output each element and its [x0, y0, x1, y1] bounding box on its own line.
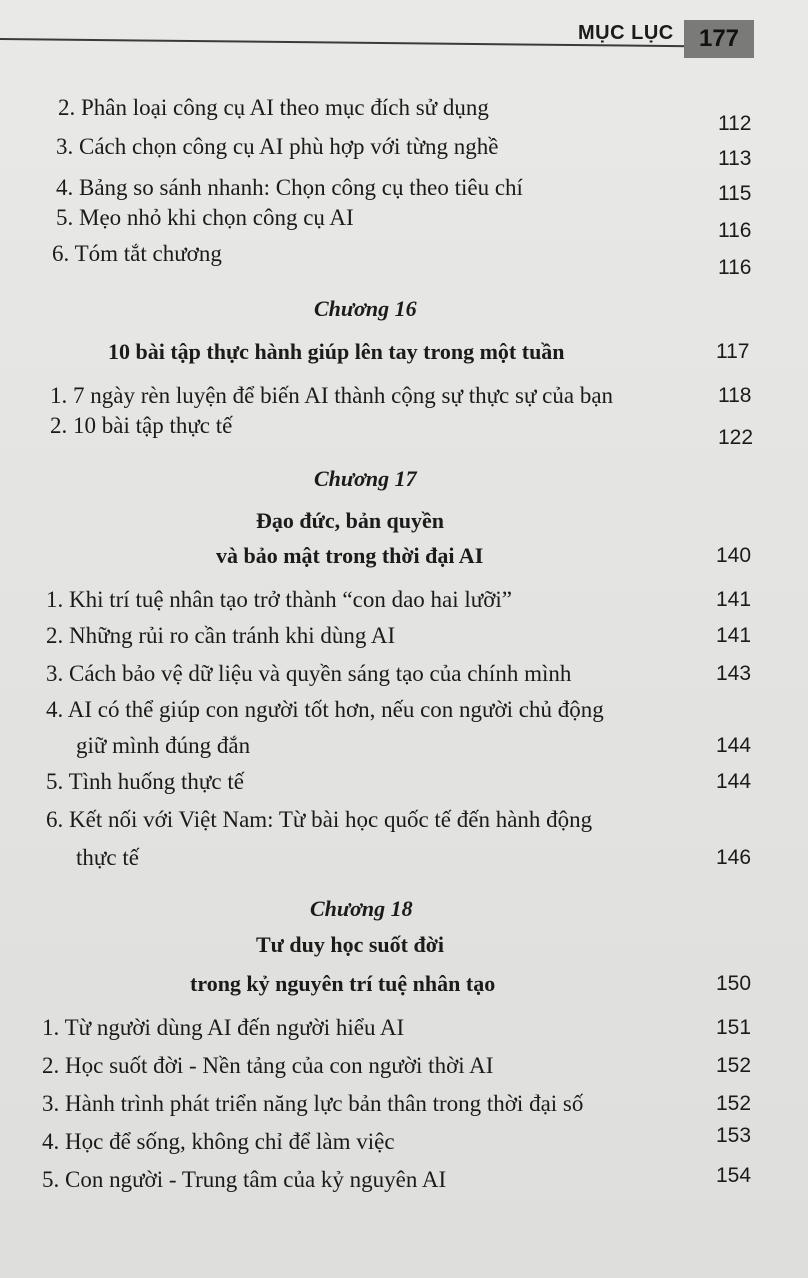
chapter-title: trong kỷ nguyên trí tuệ nhân tạo — [190, 971, 496, 996]
toc-entry-text: 5. Mẹo nhỏ khi chọn công cụ AI — [56, 205, 354, 230]
toc-entry-text: 4. Bảng so sánh nhanh: Chọn công cụ theo tiêu chí — [56, 175, 523, 200]
toc-entry-text: 2. Học suốt đời - Nền tảng của con người thời AI — [42, 1053, 494, 1078]
toc-entry-text: 1. 7 ngày rèn luyện để biến AI thành cộng sự thực sự của bạn — [50, 383, 614, 408]
toc-entry-text: 2. 10 bài tập thực tế — [50, 413, 233, 438]
toc-entry-text: 1. Khi trí tuệ nhân tạo trở thành “con dao hai lưỡi” — [46, 587, 512, 612]
page-number: 177 — [698, 25, 740, 52]
toc-entry-text: 4. Học để sống, không chỉ để làm việc — [42, 1129, 395, 1154]
chapter-label: Chương 17 — [314, 466, 417, 491]
toc-entry-text: 3. Cách bảo vệ dữ liệu và quyền sáng tạo của chính mình — [46, 661, 572, 686]
toc-entry-page: 152 — [716, 1092, 752, 1115]
toc-entry-page: 116 — [718, 219, 752, 242]
toc-entry-text: giữ mình đúng đắn — [76, 733, 251, 758]
chapter-label: Chương 18 — [310, 896, 413, 921]
page-header-title: MỤC LỤC — [578, 22, 674, 44]
toc-entry-page: 144 — [716, 734, 752, 757]
toc-entry-page: 113 — [718, 147, 752, 170]
toc-entry-page: 116 — [718, 256, 752, 279]
toc-entry-text: 6. Kết nối với Việt Nam: Từ bài học quốc tế đến hành động — [46, 807, 593, 832]
toc-entry-text: 2. Những rủi ro cần tránh khi dùng AI — [46, 623, 396, 648]
chapter-title: 10 bài tập thực hành giúp lên tay trong một tuần — [108, 339, 565, 364]
toc-entry-text: 1. Từ người dùng AI đến người hiểu AI — [42, 1015, 405, 1040]
toc-entry-text: thực tế — [76, 845, 139, 870]
toc-entry-page: 150 — [716, 972, 752, 995]
toc-entry-text: 3. Cách chọn công cụ AI phù hợp với từng nghề — [56, 134, 499, 159]
page-number-box — [684, 20, 754, 58]
toc-entry-page: 122 — [718, 426, 754, 449]
toc-entry-page: 140 — [716, 544, 752, 567]
toc-entry-text: 4. AI có thể giúp con người tốt hơn, nếu con người chủ động — [46, 697, 604, 722]
toc-entry-page: 141 — [716, 588, 752, 611]
toc-entry-text: 3. Hành trình phát triển năng lực bản thân trong thời đại số — [42, 1091, 584, 1116]
toc-entry-page: 152 — [716, 1054, 752, 1077]
toc-entry-page: 143 — [716, 662, 752, 685]
toc-entry-page: 118 — [718, 384, 752, 407]
toc-entry-text: 5. Tình huống thực tế — [46, 769, 244, 794]
chapter-title: Đạo đức, bản quyền — [256, 508, 445, 533]
toc-entry-page: 154 — [716, 1164, 752, 1187]
toc-entry-text: 6. Tóm tắt chương — [52, 241, 222, 266]
chapter-title: Tư duy học suốt đời — [256, 932, 444, 957]
toc-entry-page: 112 — [718, 112, 752, 135]
toc-entry-page: 115 — [718, 182, 752, 205]
toc-entry-page: 153 — [716, 1124, 752, 1147]
toc-entry-page: 141 — [716, 624, 752, 647]
toc-entry-page: 146 — [716, 846, 752, 869]
toc-entry-page: 144 — [716, 770, 752, 793]
chapter-title: và bảo mật trong thời đại AI — [216, 543, 484, 568]
toc-entry-page: 117 — [716, 340, 750, 363]
toc-entry-text: 2. Phân loại công cụ AI theo mục đích sử dụng — [58, 95, 489, 120]
toc-entry-page: 151 — [716, 1016, 752, 1039]
toc-entry-text: 5. Con người - Trung tâm của kỷ nguyên AI — [42, 1167, 447, 1192]
chapter-label: Chương 16 — [314, 296, 417, 321]
